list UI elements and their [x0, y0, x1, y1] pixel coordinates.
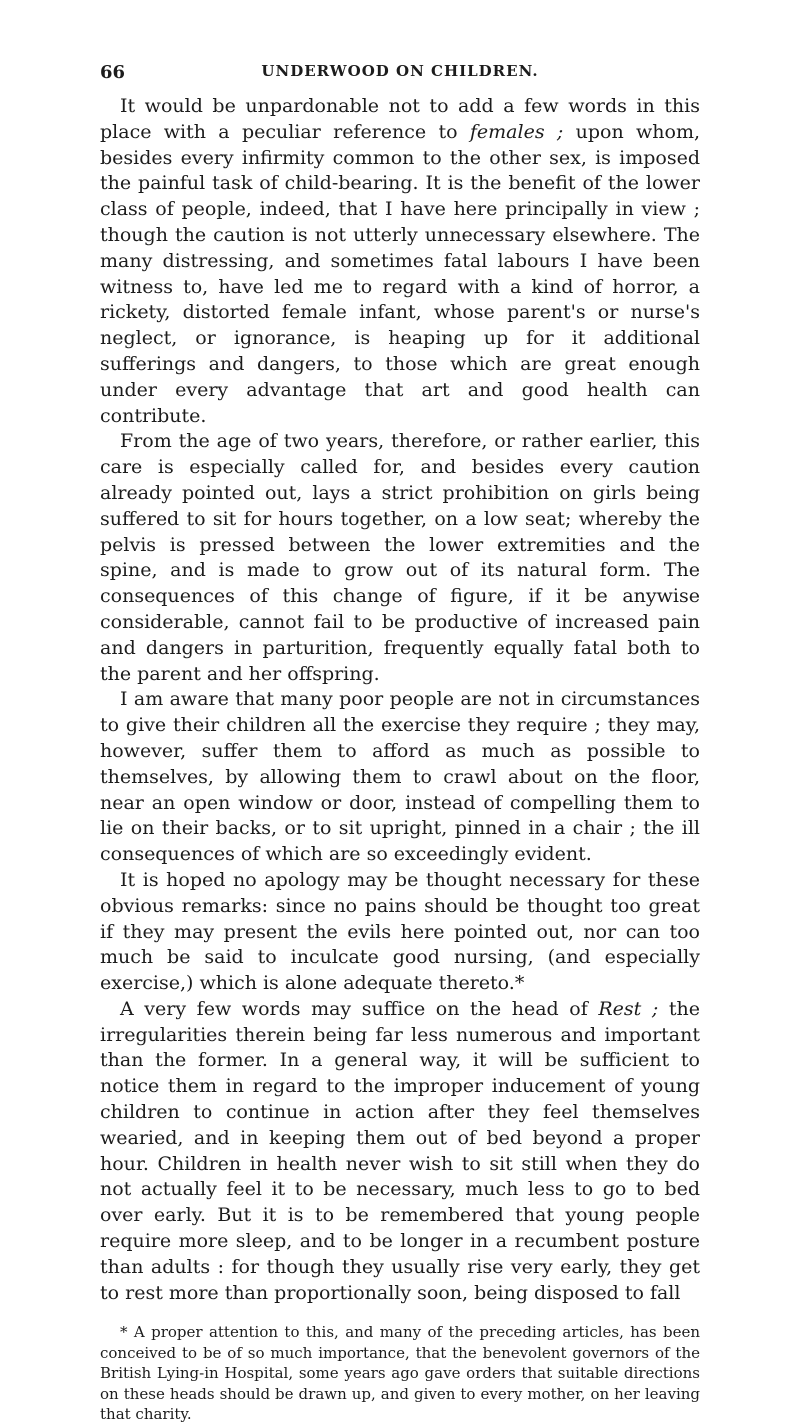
- text-run: I am aware that many poor people are not in circumstances to give their children all the exercise they require ; they may, however, suffer them to afford as much as possible to themselves, by allowing them to crawl about on the floor, near an open window or door, instead of compelling them to lie on their backs, or to sit upright, pinned in a chair ; the ill consequences of which are so exceedingly evident.: [100, 688, 700, 866]
- text-run: It is hoped no apology may be thought necessary for these obvious remarks: since no pains should be thought too great if they may present the evils here pointed out, nor can too much be said to inculcate good nursing, (and especially exercise,) which is alone adequate thereto.*: [100, 868, 700, 995]
- text-run: It would be unpardonable not to add a few words in this place with a peculiar reference to: [100, 95, 700, 143]
- book-page: [100, 62, 700, 1425]
- page-number: 66: [100, 62, 126, 83]
- running-head: [100, 62, 700, 84]
- paragraph: [100, 687, 700, 868]
- paragraph: [100, 94, 700, 429]
- paragraph: [100, 868, 700, 997]
- italic-term: females ;: [469, 120, 564, 143]
- paragraph: [100, 429, 700, 687]
- italic-term: Rest ;: [598, 997, 659, 1020]
- text-run: upon whom, besides every infirmity common to the other sex, is imposed the painful task of child-bearing. It is the benefit of the lower class of people, indeed, that I have here principally in view ; though the caution is not utterly unnecessary elsewhere. The many distressing, and sometimes fatal labours I have been witness to, have led me to regard with a kind of horror, a rickety, distorted female infant, whose parent's or nurse's neglect, or ignorance, is heaping up for it additional sufferings and dangers, to those which are great enough under every advantage that art and good health can contribute.: [100, 120, 701, 427]
- text-run: From the age of two years, therefore, or rather earlier, this care is especially called for, and besides every caution already pointed out, lays a strict prohibition on girls being suffered to sit for hours together, on a low seat; whereby the pelvis is pressed between the lower extremities and the spine, and is made to grow out of its natural form. The consequences of this change of figure, if it be anywise considerable, cannot fail to be productive of increased pain and dangers in parturition, frequently equally fatal both to the parent and her offspring.: [100, 430, 700, 685]
- paragraph: [100, 997, 700, 1307]
- running-title: UNDERWOOD ON CHILDREN.: [261, 62, 539, 80]
- text-run: the irregularities therein being far less numerous and important than the former. In a general way, it will be sufficient to notice them in regard to the improper inducement of young children to continue in action after they feel themselves wearied, and in keeping them out of bed beyond a proper hour. Children in health never wish to sit still when they do not actually feel it to be necessary, much less to go to bed over early. But it is to be remembered that young people require more sleep, and to be longer in a recumbent posture than adults : for though they usually rise very early, they get to rest more than proportionally soon, being disposed to fall: [100, 997, 700, 1304]
- text-run: A very few words may suffice on the head of: [120, 997, 599, 1020]
- footnote: * A proper attention to this, and many of the preceding articles, has been conceived to be of so much importance, that the benevolent governors of the British Lying-in Hospital, some years ago gave orders that suitable directions on these heads should be drawn up, and given to every mother, on her leaving that charity.: [100, 1323, 700, 1424]
- body-text: [100, 94, 700, 1306]
